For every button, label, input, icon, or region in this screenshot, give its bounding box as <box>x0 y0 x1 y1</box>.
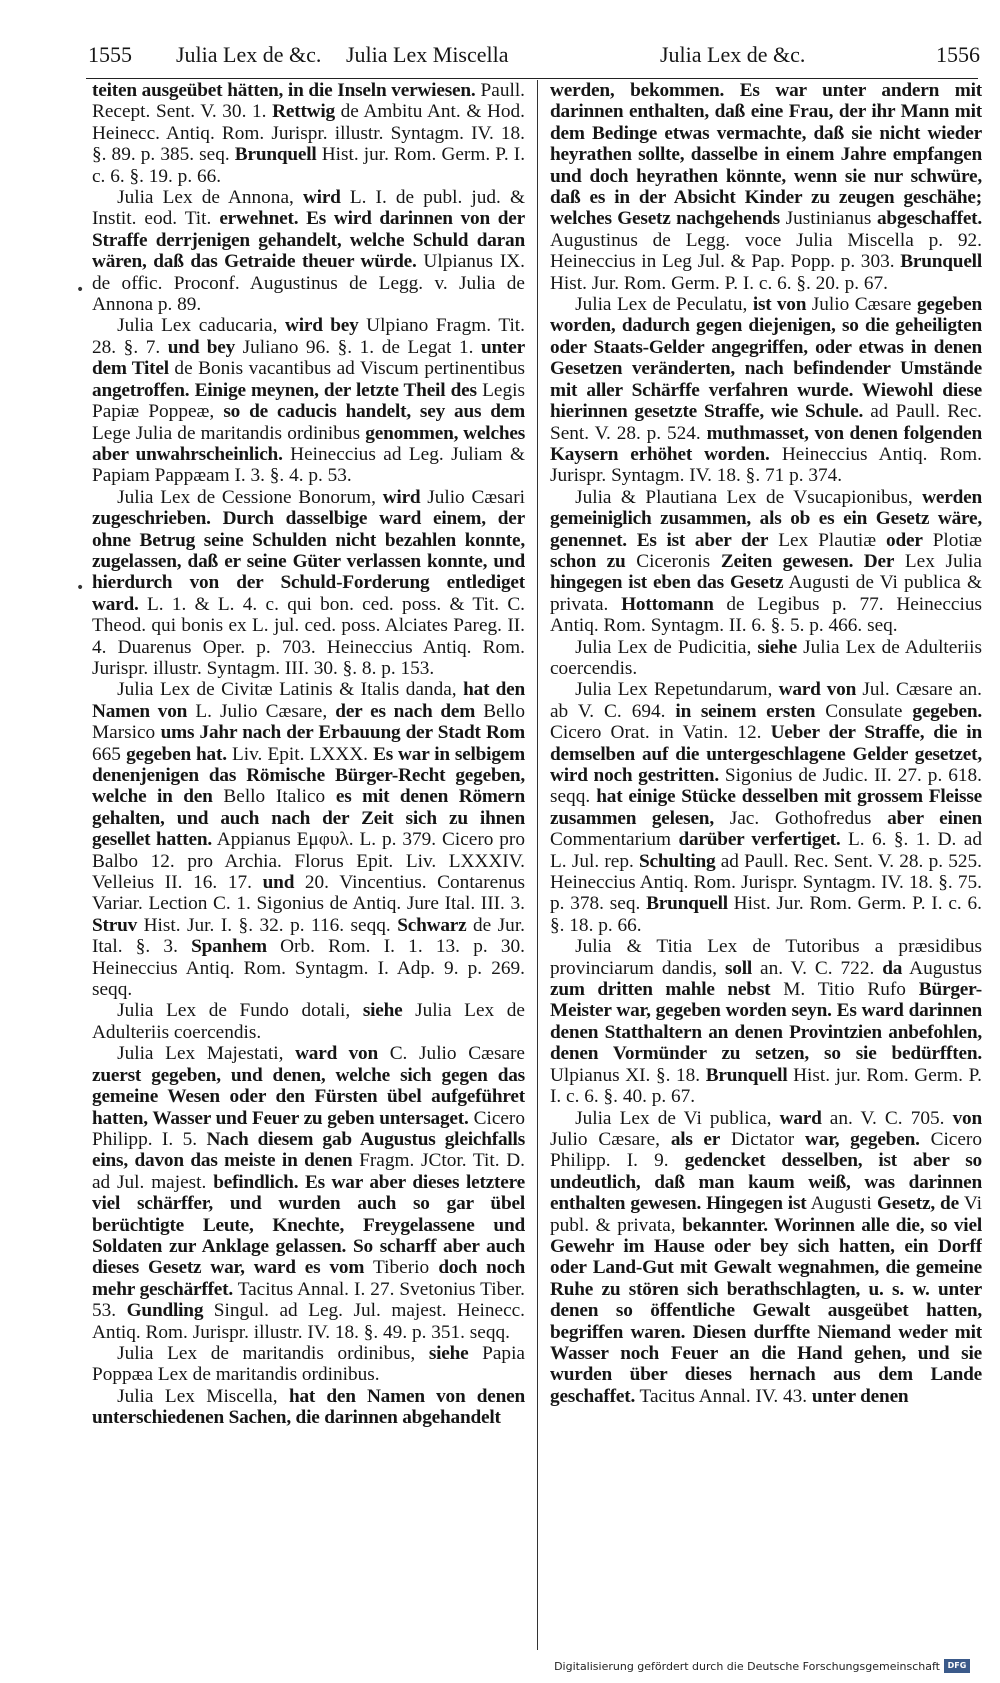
fraktur-text: siehe <box>757 636 798 658</box>
antiqua-text: Hist. Jur. Rom. Germ. P. I. c. 6. §. 20. p. 67. <box>550 272 888 294</box>
antiqua-text: Heineccius ad Leg. Juliam & Papiam Pappæam I. 3. §. 4. p. 53. <box>92 443 525 487</box>
antiqua-text: Orb. Rom. I. 1. 13. p. 30. Heineccius Antiq. Rom. Syntagm. I. Adp. 9. p. 269. seqq. <box>92 936 525 1001</box>
antiqua-text: Julia Lex de Pudicitia, <box>575 636 758 658</box>
fraktur-text: da <box>882 957 903 979</box>
antiqua-text: Lex Julia <box>894 550 982 572</box>
antiqua-text: Tacitus Annal. IV. 43. <box>635 1385 812 1407</box>
fraktur-text: unter dem Titel <box>92 336 525 380</box>
antiqua-text: Ulpiano Fragm. Tit. 28. §. 7. <box>92 315 525 358</box>
fraktur-text: aber einen <box>887 807 982 829</box>
antiqua-text: M. Titio Rufo <box>770 979 919 1001</box>
fraktur-text: darüber verfertiget. <box>678 829 841 851</box>
fraktur-text: wird bey <box>285 315 359 337</box>
fraktur-text: hat einige Stücke desselben mit grossem Fleisse zusammen gelesen, <box>550 786 982 829</box>
right-column <box>550 80 982 1655</box>
antiqua-text: 665 <box>92 743 127 765</box>
fraktur-text: von <box>952 1107 982 1129</box>
entry-paragraph <box>92 1000 525 1043</box>
fraktur-text: in seinem ersten <box>675 700 816 722</box>
antiqua-text: Bello Italico <box>212 786 336 808</box>
antiqua-text: de Ambitu Ant. & Hod. Heinecc. Antiq. Rom. Jurispr. illustr. Syntagm. IV. 18. §. 89. p. 385. seq. <box>92 101 525 166</box>
fraktur-text: siehe <box>428 1342 469 1364</box>
antiqua-text: Julio Cæsare, <box>550 1128 671 1150</box>
antiqua-text: Julio Cæsare <box>806 294 917 316</box>
fraktur-text: Hottomann <box>621 593 714 615</box>
antiqua-text: Augustinus de Legg. voce Julia Miscella p. 92. Heineccius in Leg Jul. & Pap. Popp. p. 303. <box>550 229 982 273</box>
antiqua-text: Bello Marsico <box>92 700 525 744</box>
fraktur-text: Struv <box>92 914 138 936</box>
fraktur-text: zugeschrieben. Durch dasselbige ward einem, der ohne Betrug seine Schulden nicht bezahlen konnte, zugelassen, daß er seine Güter verlassen konnte, und hierdurch von der Schuld-Forderung entlediget ward. <box>92 508 525 615</box>
antiqua-text: Commentarium <box>550 829 679 851</box>
fraktur-text: ist von <box>752 294 807 316</box>
antiqua-text: Lege Julia de maritandis ordinibus <box>92 422 366 444</box>
antiqua-text: an. V. C. 722. <box>752 957 883 979</box>
entry-paragraph <box>550 679 982 936</box>
fraktur-text: werden, bekommen. Es war unter andern mit darinnen enthalten, daß eine Frau, der ihr Mann mit dem Bedinge etwas vermachte, daß sie nicht wieder heyrathen sollte, dasselbe in einem Jahre empfangen und doch heyrathen könnte, wenn sie nur schwüre, daß es in der Absicht Kinder zu zeugen geschähe; welches Gesetz nachgehends <box>550 80 982 230</box>
entry-paragraph <box>550 80 982 294</box>
antiqua-text: Cicero Orat. in Vatin. 12. <box>550 722 771 744</box>
antiqua-text: L. I. de publ. jud. & Instit. eod. Tit. <box>92 187 525 230</box>
fraktur-text: siehe <box>362 1000 403 1022</box>
antiqua-text: Julia Lex de Peculatu, <box>575 294 753 316</box>
fraktur-text: ward von <box>778 679 857 701</box>
fraktur-text: teiten ausgeübet hätten, in die Inseln verwiesen. <box>92 80 476 101</box>
entry-paragraph <box>92 1386 525 1429</box>
antiqua-text: ad Paull. Rec. Sent. V. 28. p. 525. Heineccius Antiq. Rom. Jurispr. Syntagm. IV. 18. §. 75. p. 378. seq. <box>550 850 982 915</box>
fraktur-text: ward <box>779 1107 822 1129</box>
fraktur-text: werden gemeiniglich zusammen, als ob es ein Gesetz wäre, genennet. Es ist aber der <box>550 486 982 551</box>
antiqua-text: Lex Plautiæ <box>768 529 887 551</box>
entry-paragraph <box>92 679 525 1000</box>
running-title-left-2: Julia Lex Miscella <box>346 42 509 67</box>
fraktur-text: Brunquell <box>705 1064 788 1086</box>
antiqua-text: Ulpianus IX. de offic. Proconf. Augustinus de Legg. v. Julia de Annona p. 89. <box>92 251 525 316</box>
fraktur-text: Spanhem <box>191 936 267 958</box>
antiqua-text: Sigonius de Judic. II. 27. p. 618. seqq. <box>550 765 982 808</box>
entry-paragraph <box>550 294 982 487</box>
fraktur-text: war, gegeben. <box>805 1128 920 1150</box>
fraktur-text: Rettwig <box>272 101 336 123</box>
entry-paragraph <box>92 187 525 315</box>
antiqua-text: Tacitus Annal. I. 27. Svetonius Tiber. 53. <box>92 1278 525 1322</box>
fraktur-text: hat den Namen von denen unterschiedenen Sachen, die darinnen abgehandelt <box>92 1385 525 1429</box>
antiqua-text: Tiberio <box>364 1257 439 1279</box>
entry-paragraph <box>550 936 982 1107</box>
column-divider <box>537 80 538 1650</box>
fraktur-text: Schwarz <box>397 914 467 936</box>
antiqua-text: de Bonis vacantibus ad Viscum pertinentibus <box>168 358 525 380</box>
antiqua-text: Julia & Titia Lex de Tutoribus a præsidibus provinciarum dandis, <box>550 936 982 979</box>
antiqua-text: Julia Lex caducaria, <box>117 315 286 337</box>
antiqua-text: Jul. Cæsare an. ab V. C. 694. <box>550 679 982 722</box>
antiqua-text: Singul. ad Leg. Jul. majest. Heinecc. Antiq. Rom. Jurispr. illustr. IV. 18. §. 49. p. 351. seqq. <box>92 1300 525 1343</box>
entry-paragraph <box>550 637 982 680</box>
fraktur-text: Nach diesem gab Augustus gleichfalls eins, davon das meiste in denen <box>92 1128 525 1172</box>
footer <box>554 1659 970 1673</box>
antiqua-text: L. 6. §. 1. D. ad L. Jul. rep. <box>550 829 982 872</box>
running-header <box>88 42 980 82</box>
antiqua-text: ad Paull. Rec. Sent. V. 28. p. 524. <box>550 401 982 444</box>
fraktur-text: es mit denen Römern gehalten, und auch nach der Zeit sich zu ihnen gesellet hatten. <box>92 786 525 851</box>
antiqua-text: Julia Lex de Civitæ Latinis & Italis danda, <box>117 679 464 701</box>
entry-paragraph <box>92 315 525 486</box>
fraktur-text: Gesetz, de <box>876 1193 959 1215</box>
antiqua-text: Appianus Εμφυλ. L. p. 379. Cicero pro Balbo 12. pro Archia. Florus Epit. Liv. LXXXIV. Velleius II. 16. 17. <box>92 829 525 894</box>
antiqua-text: Julia Lex de Vi publica, <box>575 1107 780 1129</box>
antiqua-text: Cicero Philipp. I. 9. <box>550 1128 982 1172</box>
antiqua-text: de Legibus p. 77. Heineccius Antiq. Rom. Syntagm. II. 6. §. 5. p. 466. seq. <box>550 593 982 637</box>
entry-paragraph <box>92 487 525 680</box>
antiqua-text: Liv. Epit. LXXX. <box>226 743 374 765</box>
antiqua-text: Julio Cæsari <box>420 486 525 508</box>
antiqua-text: Julia Lex de Adulteriis coercendis. <box>550 636 982 679</box>
antiqua-text: Augustus <box>902 957 982 979</box>
margin-mark-icon: • <box>76 282 85 298</box>
antiqua-text: Julia Lex Majestati, <box>117 1043 296 1065</box>
antiqua-text: Fragm. JCtor. Tit. D. ad Jul. majest. <box>92 1150 525 1193</box>
antiqua-text: Augusti <box>806 1193 877 1215</box>
antiqua-text: Julia Lex de Cessione Bonorum, <box>117 486 383 508</box>
antiqua-text: Julia Lex de maritandis ordinibus, <box>117 1342 429 1364</box>
fraktur-text: und <box>262 872 295 894</box>
antiqua-text: Hist. jur. Rom. Germ. P. I. c. 6. §. 40. p. 67. <box>550 1064 982 1108</box>
fraktur-text: abgeschaffet. <box>876 208 982 230</box>
antiqua-text: an. V. C. 705. <box>821 1107 953 1129</box>
antiqua-text: Justinianus <box>779 208 877 230</box>
fraktur-text: Brunquell <box>900 251 982 273</box>
antiqua-text: 20. Vincentius. Contarenus Variar. Lection C. 1. Sigonius de Antiq. Jure Ital. III. 3. <box>92 872 525 915</box>
fraktur-text: ward von <box>295 1043 379 1065</box>
antiqua-text: Plotiæ <box>922 529 982 551</box>
fraktur-text: hingegen ist eben das Gesetz <box>550 572 784 594</box>
entry-paragraph <box>92 1043 525 1343</box>
fraktur-text: zuerst gegeben, und denen, welche sich gegen das gemeine Wesen oder den Fürsten übel aufgeführet hatten, Wasser und Feuer zu geben untersaget. <box>92 1064 525 1129</box>
antiqua-text: C. Julio Cæsare <box>378 1043 525 1065</box>
fraktur-text: als er <box>670 1128 721 1150</box>
fraktur-text: Brunquell <box>234 144 317 166</box>
fraktur-text: der es nach dem <box>335 700 476 722</box>
fraktur-text: erwehnet. Es wird darinnen von der Straffe derrjenigen gehandelt, welche Schuld daran wären, daß das Getraide theuer würde. <box>92 208 525 273</box>
antiqua-text: Papia Poppæa Lex de maritandis ordinibus. <box>92 1342 525 1386</box>
antiqua-text: Julia Lex de Annona, <box>117 187 303 209</box>
fraktur-text: befindlich. Es war aber dieses letztere viel schärffer, und wurden auch so gar übel berüchtigte Leute, Knechte, Freygelassene und Soldaten zur Anklage gelassen. So scharff aber auch dieses Gesetz war, ward es vom <box>92 1171 525 1279</box>
antiqua-text: Hist. Jur. Rom. Germ. P. I. c. 6. §. 18. p. 66. <box>550 893 982 936</box>
fraktur-text: gegeben hat. <box>126 743 227 765</box>
antiqua-text: Julia Lex de Adulteriis coercendis. <box>92 1000 525 1043</box>
dfg-logo-icon: DFG <box>944 1659 970 1673</box>
entry-paragraph <box>92 80 525 187</box>
fraktur-text: ums Jahr nach der Erbauung der Stadt Rom <box>160 722 525 744</box>
antiqua-text: L. Julio Cæsare, <box>187 700 336 722</box>
antiqua-text: Paull. Recept. Sent. V. 30. 1. <box>92 80 525 123</box>
fraktur-text: Gundling <box>126 1300 204 1322</box>
fraktur-text: wird <box>302 187 341 209</box>
fraktur-text: Zeiten gewesen. Der <box>720 550 895 572</box>
antiqua-text: Heineccius Antiq. Rom. Jurispr. Syntagm. IV. 18. §. 71 p. 374. <box>550 443 982 487</box>
fraktur-text: doch noch mehr geschärffet. <box>92 1257 525 1300</box>
antiqua-text: Julia Lex de Fundo dotali, <box>117 1000 363 1022</box>
fraktur-text: gegeben. <box>912 700 982 722</box>
fraktur-text: Bürger-Meister war, gegeben worden seyn. Es ward darinnen denen Statthaltern an denen Provintzien anbefohlen, denen Vormünder zu setzen, so sie bedürfften. <box>550 979 982 1065</box>
antiqua-text: Hist. jur. Rom. Germ. P. I. c. 6. §. 19. p. 66. <box>92 144 525 187</box>
fraktur-text: Ueber der Straffe, die in demselben auf die untergeschlagene Gelder gesetzet, wird noch gestritten. <box>550 722 982 786</box>
fraktur-text: und bey <box>167 336 236 358</box>
antiqua-text: Juliano 96. §. 1. de Legat 1. <box>235 336 482 358</box>
fraktur-text: zum dritten mahle nebst <box>550 979 771 1001</box>
footer-credit: Digitalisierung gefördert durch die Deutsche Forschungsgemeinschaft <box>554 1659 940 1673</box>
running-title-left-1: Julia Lex de &c. <box>176 42 322 67</box>
fraktur-text: schon zu <box>550 550 626 572</box>
fraktur-text: genommen, welches aber unwahrscheinlich. <box>92 422 525 465</box>
antiqua-text: Consulate <box>815 700 913 722</box>
page-number-left: 1555 <box>88 42 132 67</box>
page-number-right: 1556 <box>936 42 980 67</box>
antiqua-text: Julia Lex Miscella, <box>117 1385 289 1407</box>
fraktur-text: gedencket desselben, ist aber so undeutlich, daß man kaum weiß, was darinnen enthalten gewesen. Hingegen ist <box>550 1150 982 1215</box>
fraktur-text: oder <box>886 529 923 551</box>
antiqua-text: Jac. Gothofredus <box>713 807 888 829</box>
running-title-right: Julia Lex de &c. <box>660 42 806 67</box>
left-column <box>92 80 525 1655</box>
antiqua-text: Vi publ. & privata, <box>550 1193 982 1236</box>
fraktur-text: gegeben worden, dadurch gegen diejenigen, so die geheiligten oder Staats-Gelder angegriffen, oder etwas in denen Gesetzen veränderten, nach befindender Umstände mit aller Schärffe verfahren wurde. Wiewohl diese hierinnen gesetzte Straffe, wie Schule. <box>550 294 982 423</box>
fraktur-text: unter denen <box>811 1385 909 1407</box>
antiqua-text: de Jur. Ital. §. 3. <box>92 914 525 958</box>
fraktur-text: Brunquell <box>646 893 728 915</box>
header-rule <box>86 78 978 79</box>
antiqua-text: Augusti de Vi publica & privata. <box>550 572 982 615</box>
entry-paragraph <box>550 487 982 637</box>
margin-mark-icon: • <box>76 580 85 596</box>
antiqua-text: L. 1. & L. 4. c. qui bon. ced. poss. & Tit. C. Theod. qui bonis ex L. jul. ced. poss. Alciates Pareg. II. 4. Duarenus Oper. p. 703. Heineccius Antiq. Rom. Jurispr. illustr. Syntagm. III. 30. §. 8. p. 153. <box>92 593 525 679</box>
fraktur-text: bekannter. Worinnen alle die, so viel Gewehr im Hause oder bey sich hatten, ein Dorff oder Land-Gut mit Gewalt wegnahmen, die gemeine Ruhe zu stören sich berathschlagten, u. s. w. unter denen so öffentliche Gewalt ausgeübet hatten, begriffen waren. Diesen durffte Niemand weder mit Wasser noch Feuer an die Hand gehen, und sie wurden über dieses hernach aus dem Lande geschaffet. <box>550 1214 982 1407</box>
fraktur-text: soll <box>724 957 753 979</box>
antiqua-text: Julia & Plautiana Lex de Vsucapionibus, <box>575 486 923 508</box>
antiqua-text: Julia Lex Repetundarum, <box>575 679 779 701</box>
antiqua-text: Legis Papiæ Poppeæ, <box>92 379 525 423</box>
fraktur-text: Es war in selbigem denenjenigen das Römische Bürger-Recht gegeben, welche in den <box>92 743 525 808</box>
fraktur-text: hat den Namen von <box>92 679 525 722</box>
antiqua-text: Hist. Jur. I. §. 32. p. 116. seqq. <box>137 914 398 936</box>
fraktur-text: so de caducis handelt, sey aus dem <box>223 401 525 423</box>
antiqua-text: Ulpianus XI. §. 18. <box>550 1064 706 1086</box>
antiqua-text: Ciceronis <box>625 550 721 572</box>
entry-paragraph <box>92 1343 525 1386</box>
fraktur-text: muthmasset, von denen folgenden Kaysern erhöhet worden. <box>550 422 982 465</box>
fraktur-text: wird <box>382 486 421 508</box>
antiqua-text: Dictator <box>720 1128 806 1150</box>
fraktur-text: angetroffen. Einige meynen, der letzte Theil des <box>92 379 477 401</box>
entry-paragraph <box>550 1108 982 1408</box>
fraktur-text: Schulting <box>639 850 716 872</box>
antiqua-text: Cicero Philipp. I. 5. <box>92 1107 525 1150</box>
